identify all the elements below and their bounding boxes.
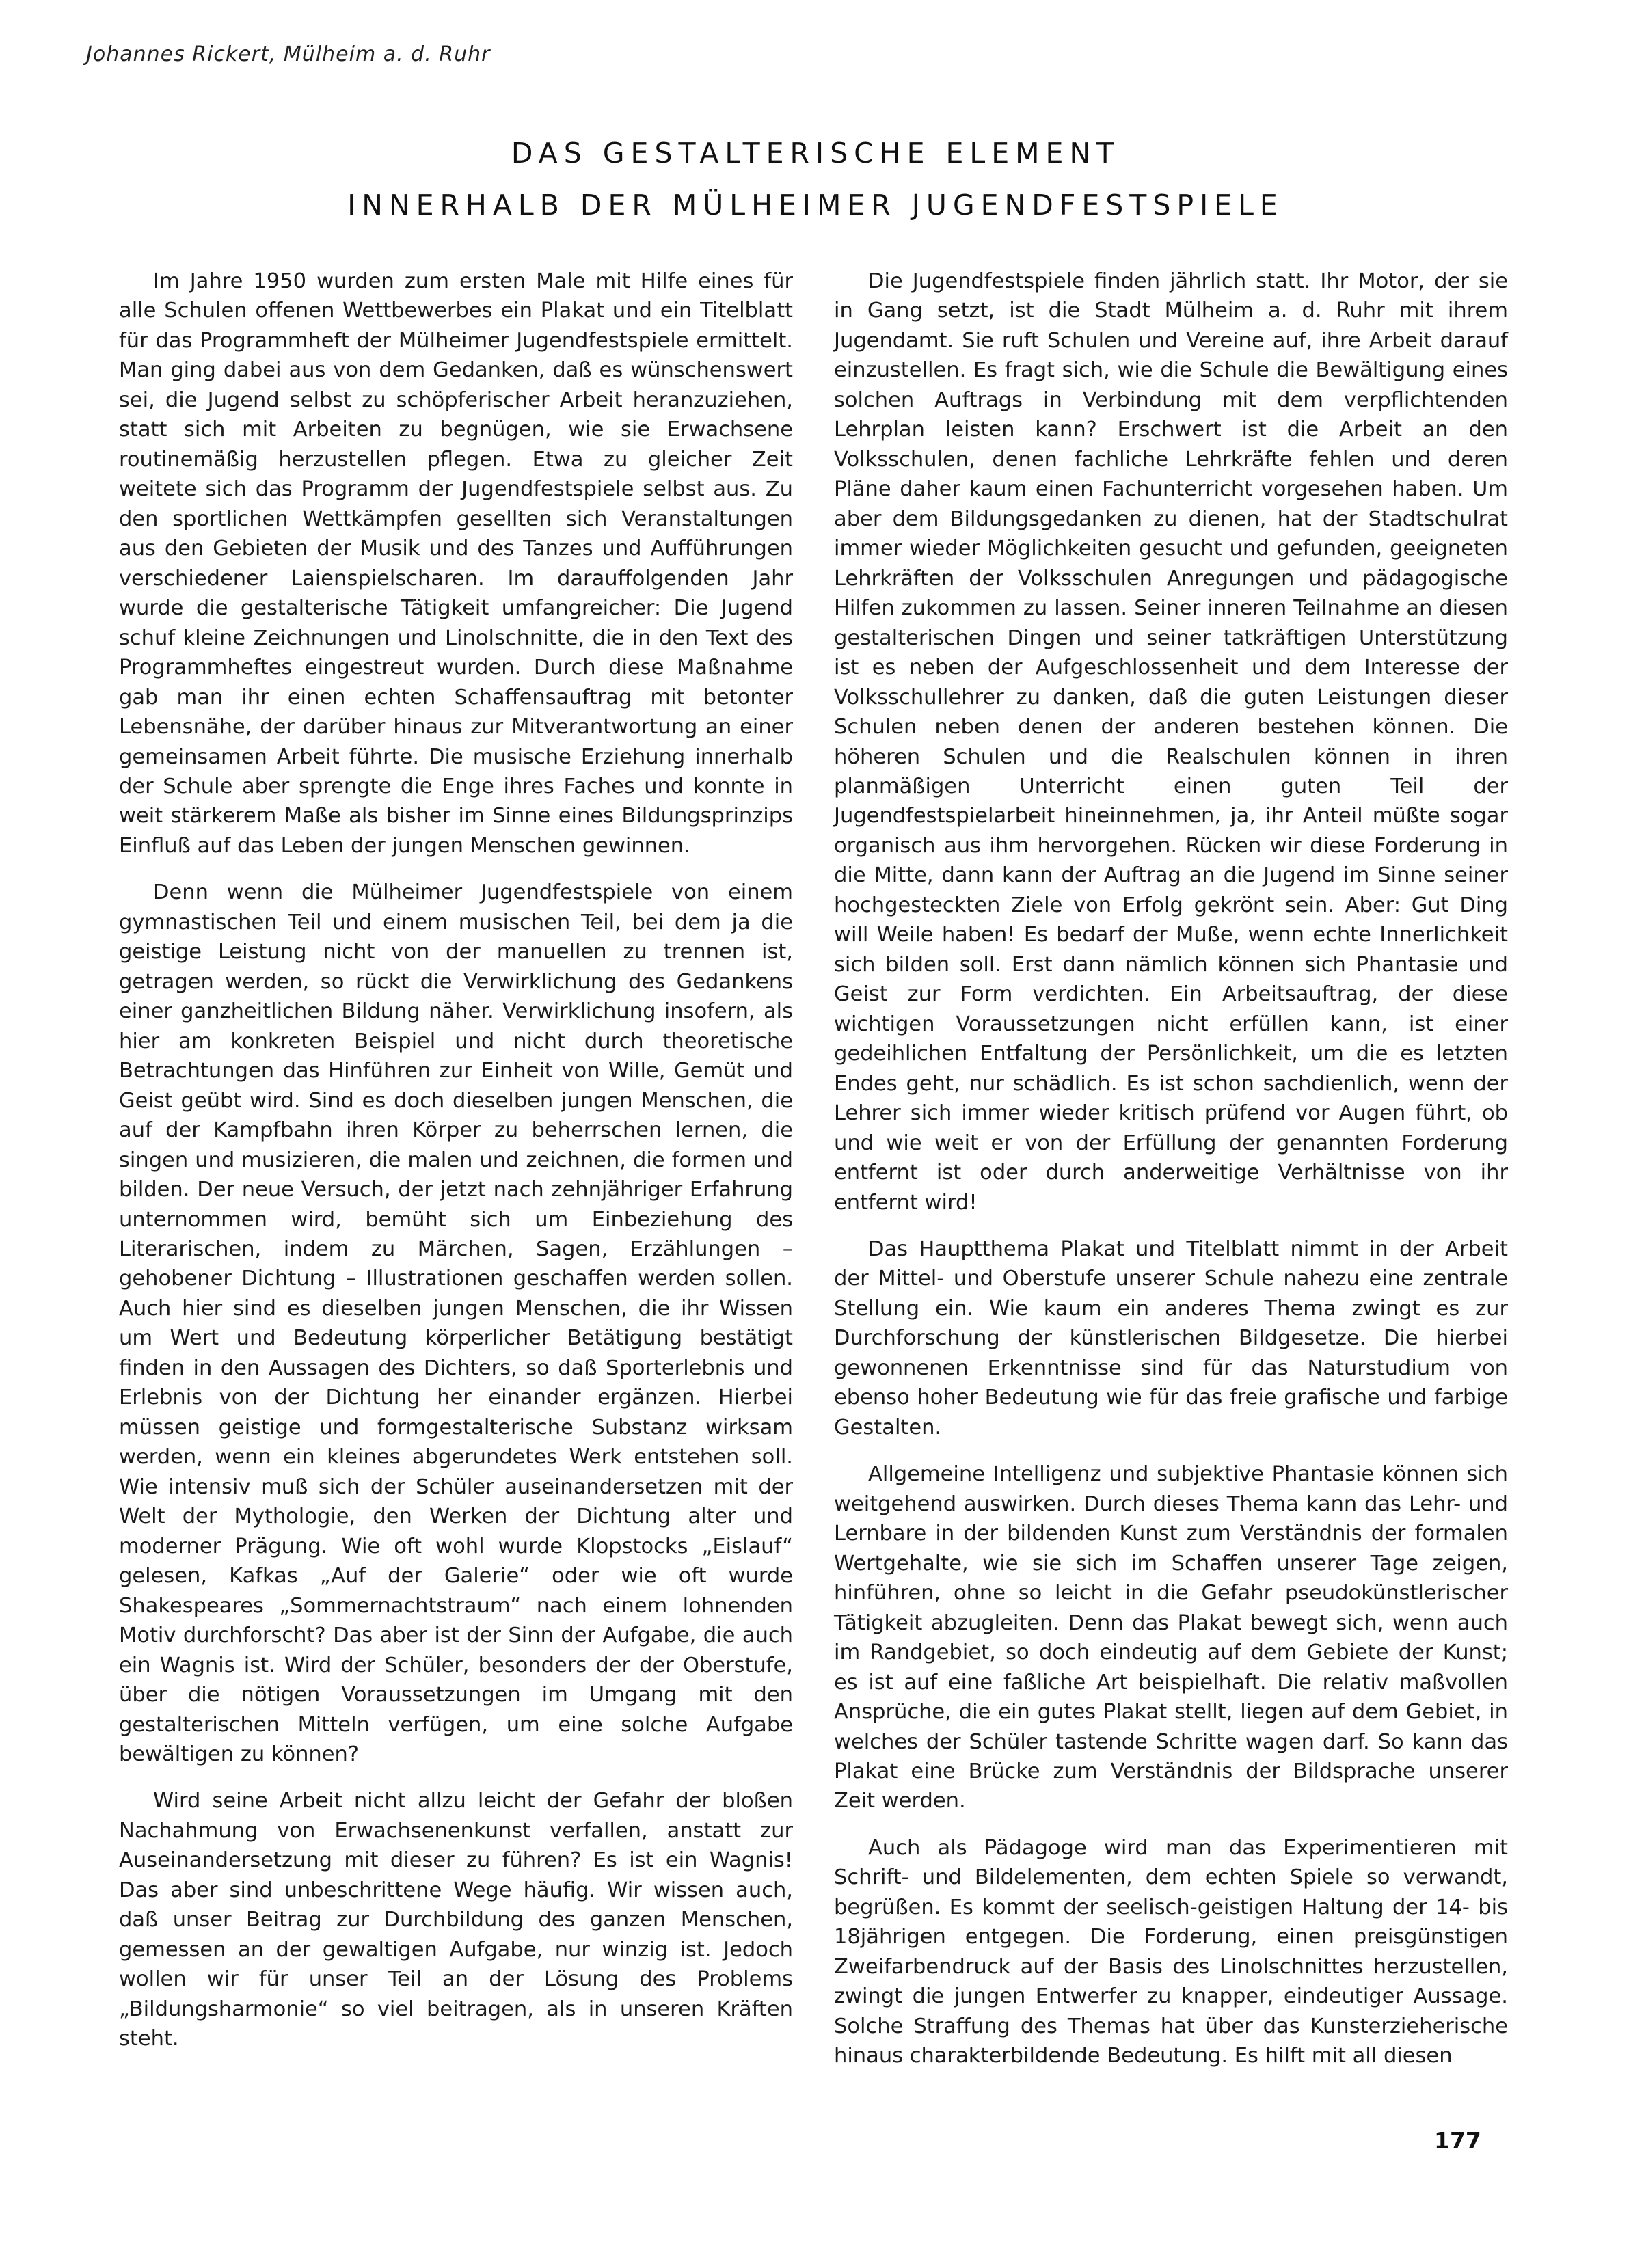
left-paragraph-1: Im Jahre 1950 wurden zum ersten Male mit Hilfe eines für alle Schulen offenen Wettbewerbes ein Plakat und ein Titelblatt für das Programmheft der Mülheimer Jugendfestspiele ermittelt. Man ging dabei aus von dem Gedanken, daß es wünschenswert sei, die Jugend selbst zu schöpferischer Arbeit heranzuziehen, statt sich mit Arbeiten zu begnügen, wie sie Erwachsene routinemäßig herzustellen pflegen. Etwa zu gleicher Zeit weitete sich das Programm der Jugendfestspiele selbst aus. Zu den sportlichen Wettkämpfen gesellten sich Veranstaltungen aus den Gebieten der Musik und des Tanzes und Aufführungen verschiedener Laienspielscharen. Im darauffolgenden Jahr wurde die gestalterische Tätigkeit umfangreicher: Die Jugend schuf kleine Zeichnungen und Linolschnitte, die in den Text des Programmheftes eingestreut wurden. Durch diese Maßnahme gab man ihr einen echten Schaffensauftrag mit betonter Lebensnähe, der darüber hinaus zur Mitverantwortung an einer gemeinsamen Arbeit führte. Die musische Erziehung innerhalb der Schule aber sprengte die Enge ihres Faches und konnte in weit stärkerem Maße als bisher im Sinne eines Bildungsprinzips Einfluß auf das Leben der jungen Menschen gewinnen. — [119, 269, 793, 858]
right-paragraph-3: Allgemeine Intelligenz und subjektive Phantasie können sich weitgehend auswirken. Durch dieses Thema kann das Lehr- und Lernbare in der bildenden Kunst zum Verständnis der formalen Wertgehalte, wie sie sich im Schaffen unserer Tage zeigen, hinführen, ohne so leicht in die Gefahr pseudokünstlerischer Tätigkeit abzugleiten. Denn das Plakat bewegt sich, wenn auch im Randgebiet, so doch eindeutig auf dem Gebiete der Kunst; es ist auf eine faßliche Art beispielhaft. Die relativ maßvollen Ansprüche, die ein gutes Plakat stellt, liegen auf dem Gebiet, in welches der Schüler tastende Schritte wagen darf. So kann das Plakat eine Brücke zum Verständnis der Bildsprache unserer Zeit werden. — [834, 1462, 1508, 1813]
page-number: 177 — [1434, 2127, 1481, 2154]
right-paragraph-1: Die Jugendfestspiele finden jährlich statt. Ihr Motor, der sie in Gang setzt, ist die Stadt Mülheim a. d. Ruhr mit ihrem Jugendamt. Sie ruft Schulen und Vereine auf, ihre Arbeit darauf einzustellen. Es fragt sich, wie die Schule die Bewältigung eines solchen Auftrags in Verbindung mit dem verpflichtenden Lehrplan leisten kann? Erschwert ist die Arbeit an den Volksschulen, denen fachliche Lehrkräfte fehlen und deren Pläne daher kaum einen Fachunterricht vorgesehen haben. Um aber dem Bildungsgedanken zu dienen, hat der Stadtschulrat immer wieder Möglichkeiten gesucht und gefunden, geeigneten Lehrkräften der Volksschulen Anregungen und pädagogische Hilfen zukommen zu lassen. Seiner inneren Teilnahme an diesen gestalterischen Dingen und seiner tatkräftigen Unterstützung ist es neben der Aufgeschlossenheit und dem Interesse der Volksschullehrer zu danken, daß die guten Leistungen dieser Schulen neben denen der anderen bestehen können. Die höheren Schulen und die Realschulen können in ihren planmäßigen Unterricht einen guten Teil der Jugendfestspielarbeit hineinnehmen, ja, ihr Anteil müßte sogar organisch aus ihm hervorgehen. Rücken wir diese Forderung in die Mitte, dann kann der Auftrag an die Jugend im Sinne seiner hochgesteckten Ziele von Erfolg gekrönt sein. Aber: Gut Ding will Weile haben! Es bedarf der Muße, wenn echte Innerlichkeit sich bilden soll. Erst dann nämlich können sich Phantasie und Geist zur Form verdichten. Ein Arbeitsauftrag, der diese wichtigen Voraussetzungen nicht erfüllen kann, ist einer gedeihlichen Entfaltung der Persönlichkeit, um die es letzten Endes geht, nur schädlich. Es ist schon sachdienlich, wenn der Lehrer sich immer wieder kritisch prüfend vor Augen führt, ob und wie weit er von der Erfüllung der genannten Forderung entfernt ist oder durch anderweitige Verhältnisse von ihr entfernt wird! — [834, 269, 1508, 1215]
article-title — [0, 127, 1631, 231]
right-paragraph-2: Das Hauptthema Plakat und Titelblatt nimmt in der Arbeit der Mittel- und Oberstufe unserer Schule nahezu eine zentrale Stellung ein. Wie kaum ein anderes Thema zwingt es zur Durchforschung der künstlerischen Bildgesetze. Die hierbei gewonnenen Erkenntnisse sind für das Naturstudium von ebenso hoher Bedeutung wie für das freie grafische und farbige Gestalten. — [834, 1237, 1508, 1440]
title-line-1: DAS GESTALTERISCHE ELEMENT — [511, 137, 1120, 170]
left-paragraph-2: Denn wenn die Mülheimer Jugendfestspiele von einem gymnastischen Teil und einem musischen Teil, bei dem ja die geistige Leistung nicht von der manuellen zu trennen ist, getragen werden, so rückt die Verwirklichung des Gedankens einer ganzheitlichen Bildung näher. Verwirklichung insofern, als hier am konkreten Beispiel und nicht durch theoretische Betrachtungen das Hinführen zur Einheit von Wille, Gemüt und Geist geübt wird. Sind es doch dieselben jungen Menschen, die auf der Kampfbahn ihren Körper zu beherrschen lernen, die singen und musizieren, die malen und zeichnen, die formen und bilden. Der neue Versuch, der jetzt nach zehnjähriger Erfahrung unternommen wird, bemüht sich um Einbeziehung des Literarischen, indem zu Märchen, Sagen, Erzählungen – gehobener Dichtung – Illustrationen geschaffen werden sollen. Auch hier sind es dieselben jungen Menschen, die ihr Wissen um Wert und Bedeutung körperlicher Betätigung bestätigt finden in den Aussagen des Dichters, so daß Sporterlebnis und Erlebnis von der Dichtung her einander ergänzen. Hierbei müssen geistige und formgestalterische Substanz wirksam werden, wenn ein kleines abgerundetes Werk entstehen soll. Wie intensiv muß sich der Schüler auseinandersetzen mit der Welt der Mythologie, den Werken der Dichtung alter und moderner Prägung. Wie oft wohl wurde Klopstocks „Eislauf“ gelesen, Kafkas „Auf der Galerie“ oder wie oft wurde Shakespeares „Sommernachtstraum“ nach einem lohnenden Motiv durchforscht? Das aber ist der Sinn der Aufgabe, die auch ein Wagnis ist. Wird der Schüler, besonders der der Oberstufe, über die nötigen Voraussetzungen im Umgang mit den gestalterischen Mitteln verfügen, um eine solche Aufgabe bewältigen zu können? — [119, 880, 793, 1766]
left-paragraph-3: Wird seine Arbeit nicht allzu leicht der Gefahr der bloßen Nachahmung von Erwachsenenkunst verfallen, anstatt zur Auseinandersetzung mit dieser zu führen? Es ist ein Wagnis! Das aber sind unbeschrittene Wege häufig. Wir wissen auch, daß unser Beitrag zur Durchbildung des ganzen Menschen, gemessen an der gewaltigen Aufgabe, nur winzig ist. Jedoch wollen wir für unser Teil an der Lösung des Problems „Bildungsharmonie“ so viel beitragen, als in unseren Kräften steht. — [119, 1789, 793, 2051]
left-column — [119, 267, 793, 2071]
right-column — [834, 267, 1508, 2088]
author-line: Johannes Rickert, Mülheim a. d. Ruhr — [86, 42, 491, 66]
right-paragraph-4: Auch als Pädagoge wird man das Experimentieren mit Schrift- und Bildelementen, dem echten Spiele so verwandt, begrüßen. Es kommt der seelisch-geistigen Haltung der 14- bis 18jährigen entgegen. Die Forderung, einen preisgünstigen Zweifarbendruck auf der Basis des Linolschnittes herzustellen, zwingt die jungen Entwerfer zu knapper, eindeutiger Aussage. Solche Straffung des Themas hat über das Kunsterzieherische hinaus charakterbildende Bedeutung. Es hilft mit all diesen — [834, 1835, 1508, 2068]
title-line-2: INNERHALB DER MÜLHEIMER JUGENDFESTSPIELE — [347, 189, 1284, 221]
